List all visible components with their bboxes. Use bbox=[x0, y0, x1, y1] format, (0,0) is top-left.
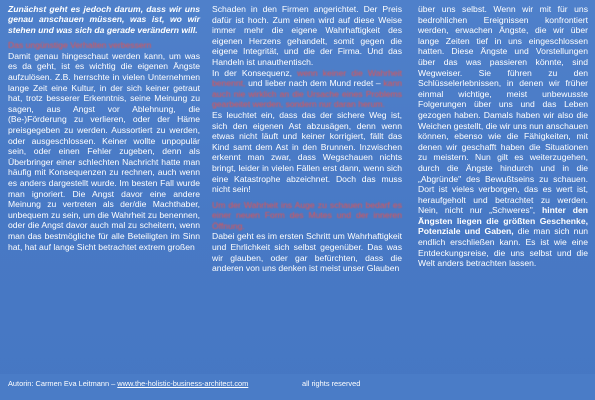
author-label: Autorin: Carmen Eva Leitmann – bbox=[8, 379, 116, 388]
section-title-middle: Um der Wahrheit ins Auge zu schauen bedarf es einer neuen Form des Mutes und der inneren Öffnung. bbox=[212, 199, 402, 231]
highlight-truth: wenn keiner die Wahrheit benennt, bbox=[212, 67, 402, 89]
paragraph-middle-2-start: In der Konsequenz, bbox=[212, 67, 293, 78]
bold-highlight: hinter den Ängsten liegen die größten Geschenke, Potenziale und Gaben, bbox=[418, 205, 588, 237]
footer bbox=[0, 374, 595, 400]
paragraph-right-body: über uns selbst. Wenn wir mit für uns bedrohlichen Ereignissen konfrontiert werden, erwachen Ängste, die wir über lange Zeiten tief in uns eingeschlossen hatten. Diese Ängste und Vorstellungen über das was passieren könnte, sind Wegweiser. Sie führen zu den Schlüsselerlebnissen, in denen wir früher einmal wichtige, meist unbewusste Folgerungen über uns und das Leben gezogen haben. Damals haben wir also die Weichen gestellt, die wir uns nun anschauen können, ebenso wie die Fähigkeiten, mit denen wir geschafft haben die Situationen zu meistern. Nun gilt es weiterzugehen, durch die Ängste hindurch und in die „Abgründe" des Bewußtseins zu schauen. Dort ist vieles verborgen, das es wert ist, heraufgeholt und betrachtet zu werden. Nein, nicht nur „Schweres", bbox=[418, 4, 588, 216]
paragraph-middle-2 bbox=[212, 68, 402, 110]
paragraph-middle-2-mid: und lieber nach dem Mund redet – bbox=[248, 78, 381, 89]
column-middle bbox=[212, 4, 402, 274]
paragraph-right-end: die man sich nun endlich erschließen kann. Es ist wie eine Entdeckungsreise, die uns selbst und die Welt anders betrachten lassen. bbox=[418, 226, 589, 269]
section-title-left: Das ungünstige Verhalten verbessern bbox=[8, 40, 152, 51]
paragraph-middle-3: Es leuchtet ein, dass das der sichere Weg ist, sich den eigenen Ast abzusägen, denn wenn etwas nicht läuft und keiner korrigiert, fällt das Kind samt dem Ast in den Brunnen. Inzwischen erkennt man zwar, dass Wegschauen nichts bringt, leider in vielen Fällen erst dann, wenn sich eine Katastrophe abzeichnet. Doch das muss nicht sein! bbox=[212, 109, 402, 195]
paragraph-left: Damit genau hingeschaut werden kann, um was es da geht, ist es wichtig die eigenen Ängste aufzulösen. Z.B. herrschte in vielen Unternehmen lange Zeit eine Kultur, in der sich keiner getraut hat, trotz besserer Erkenntnis, seine Meinung zu sagen, aus Angst vor Ablehnung, die (Be-)Förderung zu verlieren, oder der Häme preisgegeben zu werden. Aussortiert zu werden, oder ausgeschlossen. Keiner wollte unpopulär sein, oder einen Fehler zugeben, denn als Überbringer einer schlechten Nachricht hatte man häufig mit Konsequenzen zu rechnen, auch wenn es anders dargestellt wurde. Im besten Fall wurde man ignoriert. Die Angst davor eine andere Meinung zu vertreten als der/die Machthaber, unbequem zu sein, um die Wahrheit zu benennen, oder die Angst davor auch mal zu scheitern, wenn man das bestmögliche für alle Beteiligten im Sinn hat, hat auf lange Sicht betrachtet extrem großen bbox=[8, 50, 200, 252]
paragraph-right bbox=[418, 4, 588, 269]
lead-heading: Zunächst geht es jedoch darum, dass wir uns genau anschauen müssen, was ist, wo wir stehen und was sich da gerade verändern will. bbox=[8, 4, 200, 35]
paragraph-middle-4: Dabei geht es im ersten Schritt um Wahrhaftigkeit und Ehrlichkeit sich selbst gegenüber. Das was wir glauben, oder gar befürchten, dass die anderen von uns denken ist meist unser Glauben bbox=[212, 231, 402, 274]
highlight-cause: kann auch nie wirklich an die Ursache eines Problems gearbeitet werden, sondern nur daran herum. bbox=[212, 78, 403, 110]
column-left bbox=[8, 4, 200, 252]
website-link[interactable]: www.the-holistic-business-architect.com bbox=[117, 379, 249, 388]
column-right bbox=[418, 4, 588, 269]
paragraph-middle-1: Schaden in den Firmen angerichtet. Der Preis dafür ist hoch. Zum einen wird auf diese Weise immer mehr die eigene Wahrhaftigkeit des eigenen Herzens gehandelt, somit gegen die eigene Integrität, und die der Firma. Und das Handeln ist unauthentisch. bbox=[212, 4, 402, 67]
rights-notice: all rights reserved bbox=[302, 379, 361, 388]
